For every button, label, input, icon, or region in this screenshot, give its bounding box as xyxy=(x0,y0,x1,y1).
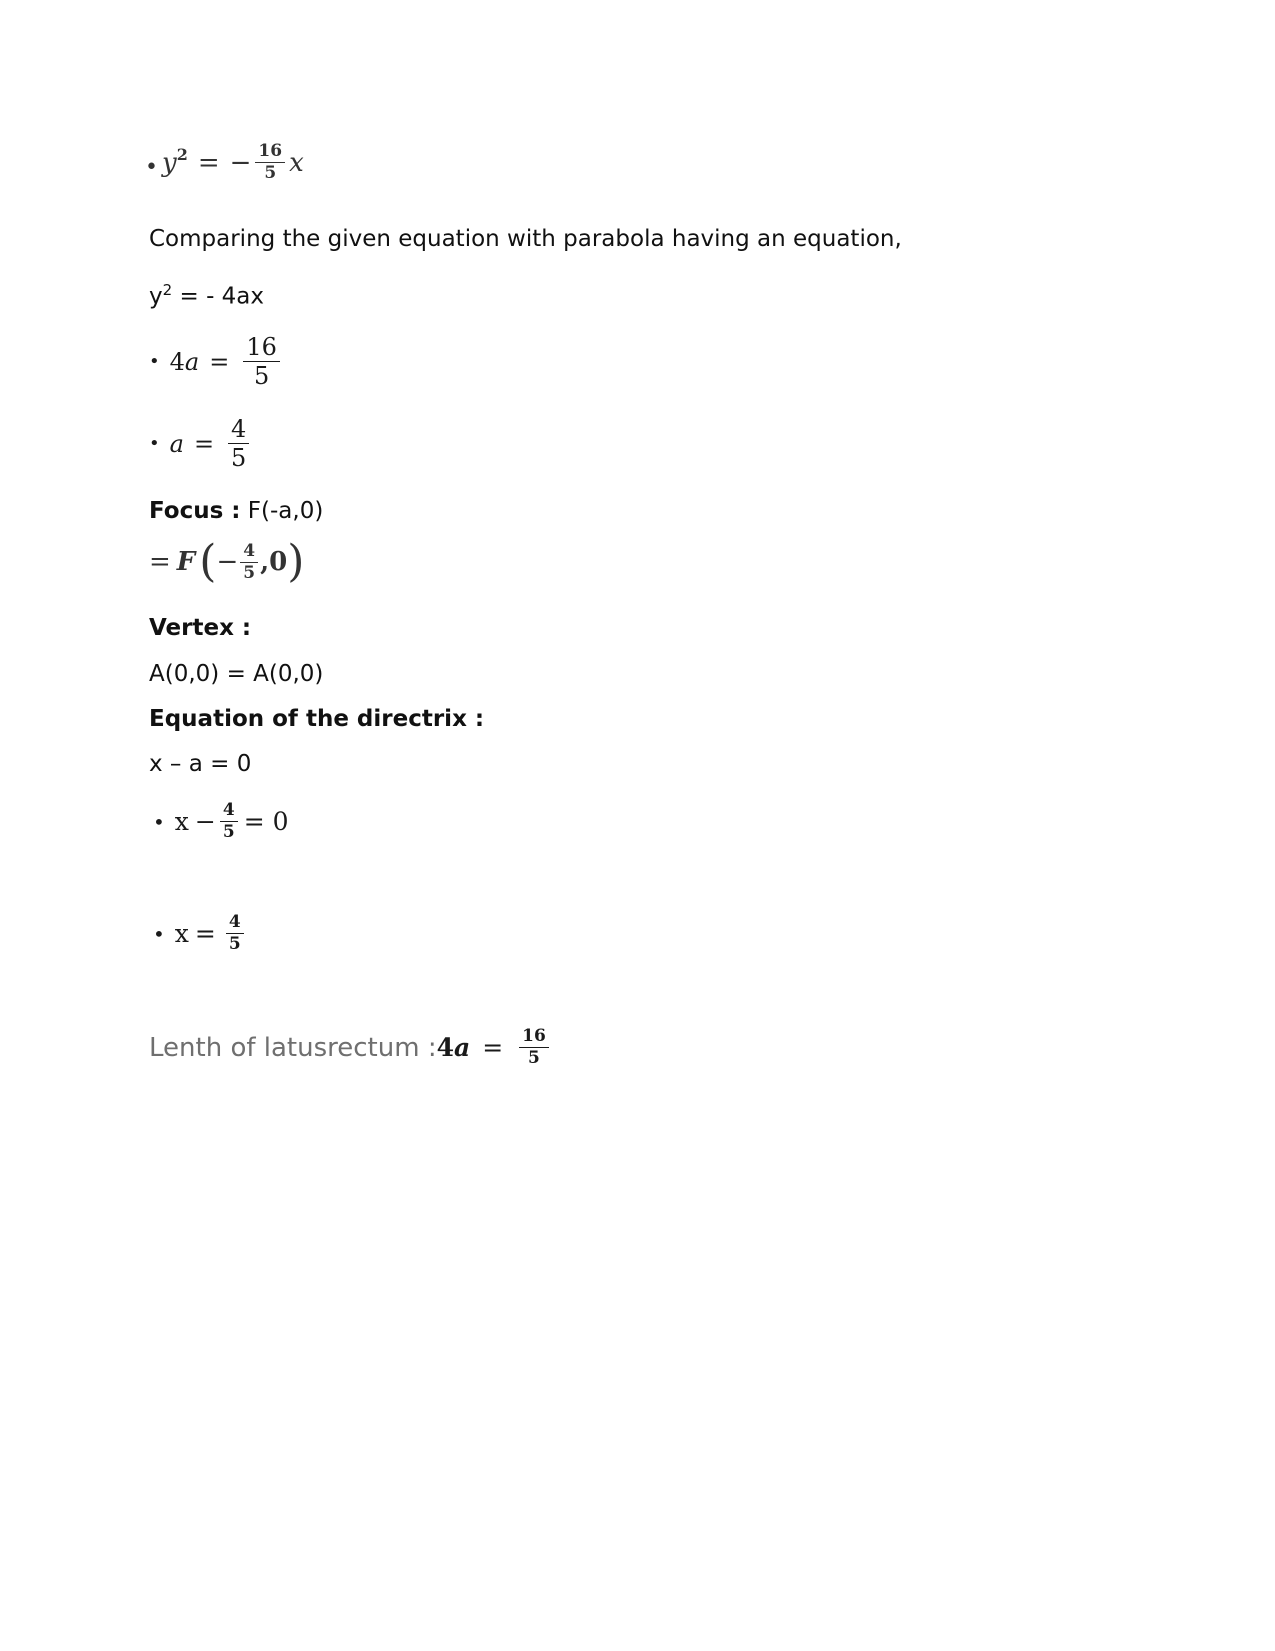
fraction xyxy=(243,335,280,388)
fraction xyxy=(240,540,258,583)
fraction xyxy=(220,802,238,841)
fraction-numerator: 4 xyxy=(222,800,235,820)
fraction-numerator: 4 xyxy=(228,912,241,932)
latus-rectum-line xyxy=(149,1028,553,1067)
eq-coefficient: 4 xyxy=(169,347,185,376)
eq-var-a: a xyxy=(453,1033,471,1062)
fraction-denominator: 5 xyxy=(264,163,277,183)
right-paren: ) xyxy=(287,536,305,587)
fraction xyxy=(519,1028,549,1067)
eq-var-y: y xyxy=(161,147,177,178)
eq-var-x: x xyxy=(289,147,304,178)
directrix-step-2 xyxy=(149,914,248,953)
equation-4a xyxy=(149,335,284,388)
std-eq-rest: = - 4ax xyxy=(172,283,265,310)
fraction-denominator: 5 xyxy=(231,444,247,472)
bullet: • xyxy=(149,433,160,454)
std-eq-exponent: 2 xyxy=(162,281,173,299)
fraction-denominator: 5 xyxy=(243,562,256,583)
focus-line xyxy=(149,498,323,524)
fraction-numerator: 16 xyxy=(246,333,277,361)
focus-value: F(-a,0) xyxy=(240,498,324,524)
vertex-value: A(0,0) = A(0,0) xyxy=(149,661,324,687)
eq-coefficient: 4 xyxy=(436,1033,454,1062)
focus-label: Focus : xyxy=(149,498,241,524)
eq-equals: = xyxy=(243,807,265,836)
equation-parabola xyxy=(145,141,304,183)
latus-label: Lenth of latusrectum : xyxy=(149,1032,437,1063)
equation-a xyxy=(149,417,253,470)
focus-rest: ,0 xyxy=(260,547,288,577)
directrix-label: Equation of the directrix : xyxy=(149,706,485,732)
fraction-denominator: 5 xyxy=(222,822,235,842)
eq-equals: = xyxy=(149,547,171,577)
focus-equation xyxy=(149,536,305,587)
eq-var-a: a xyxy=(169,429,184,458)
fraction-numerator: 4 xyxy=(243,540,256,561)
fraction-denominator: 5 xyxy=(528,1048,540,1068)
std-eq-base: y xyxy=(149,283,163,310)
eq-var-f: F xyxy=(176,547,196,577)
fraction-numerator: 16 xyxy=(258,141,283,161)
eq-equals: = xyxy=(482,1033,504,1062)
latus-equation xyxy=(437,1028,553,1067)
bullet: • xyxy=(153,921,165,946)
vertex-label: Vertex : xyxy=(149,615,252,641)
fraction-denominator: 5 xyxy=(253,362,270,390)
bullet: • xyxy=(149,351,160,372)
fraction xyxy=(255,143,285,182)
fraction-denominator: 5 xyxy=(228,934,241,954)
fraction xyxy=(228,417,249,470)
eq-minus: − xyxy=(194,807,216,836)
eq-equals: = xyxy=(209,347,230,376)
bullet: • xyxy=(145,155,158,180)
left-paren: ( xyxy=(199,536,217,587)
eq-minus: − xyxy=(216,547,239,577)
eq-var-x: x xyxy=(174,919,189,948)
eq-equals: = xyxy=(194,919,216,948)
fraction xyxy=(226,914,244,953)
eq-var-a: a xyxy=(184,347,200,376)
directrix-step-1 xyxy=(149,802,289,841)
eq-equals: = xyxy=(193,429,215,458)
eq-var-x: x xyxy=(174,807,189,836)
eq-minus: − xyxy=(229,147,252,178)
fraction-numerator: 16 xyxy=(522,1026,546,1046)
eq-exponent: 2 xyxy=(176,145,188,164)
eq-rhs: 0 xyxy=(272,807,289,836)
fraction-numerator: 4 xyxy=(231,415,247,443)
standard-equation xyxy=(149,281,264,310)
eq-equals: = xyxy=(197,147,220,178)
comparison-sentence: Comparing the given equation with parabola having an equation, xyxy=(149,226,902,252)
directrix-equation: x – a = 0 xyxy=(149,751,252,777)
bullet: • xyxy=(153,809,165,834)
